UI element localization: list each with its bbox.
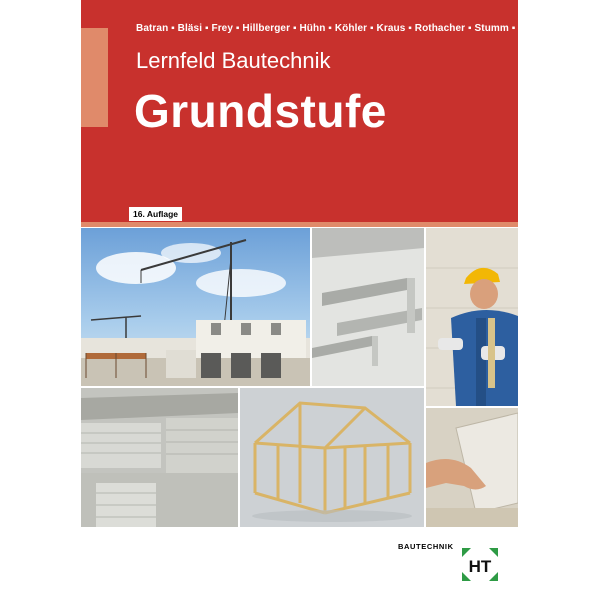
author-list: Batran ▪ Bläsi ▪ Frey ▪ Hillberger ▪ Hühn ▪ Köhler ▪ Kraus ▪ Rothacher ▪ Stumm ▪ Weidner (136, 23, 559, 34)
edition-badge: 16. Auflage (129, 207, 182, 221)
worker-hardhat-photo (426, 228, 518, 406)
publisher-label: BAUTECHNIK (398, 542, 454, 551)
series-title: Lernfeld Bautechnik (136, 48, 331, 73)
accent-bar (81, 28, 108, 127)
book-cover (81, 0, 559, 599)
timber-frame-photo (240, 388, 424, 527)
construction-site-crane-photo (81, 228, 310, 386)
book-title: Grundstufe (134, 85, 387, 137)
photo-grid (81, 228, 518, 527)
publisher-logo-text: HT (468, 557, 492, 576)
accent-stripe (81, 222, 518, 227)
concrete-floor-walls-photo (312, 228, 424, 386)
masonry-walls-photo (81, 388, 238, 527)
hand-tile-photo (426, 408, 518, 527)
publisher-logo (462, 548, 498, 581)
cover-header (81, 0, 559, 222)
